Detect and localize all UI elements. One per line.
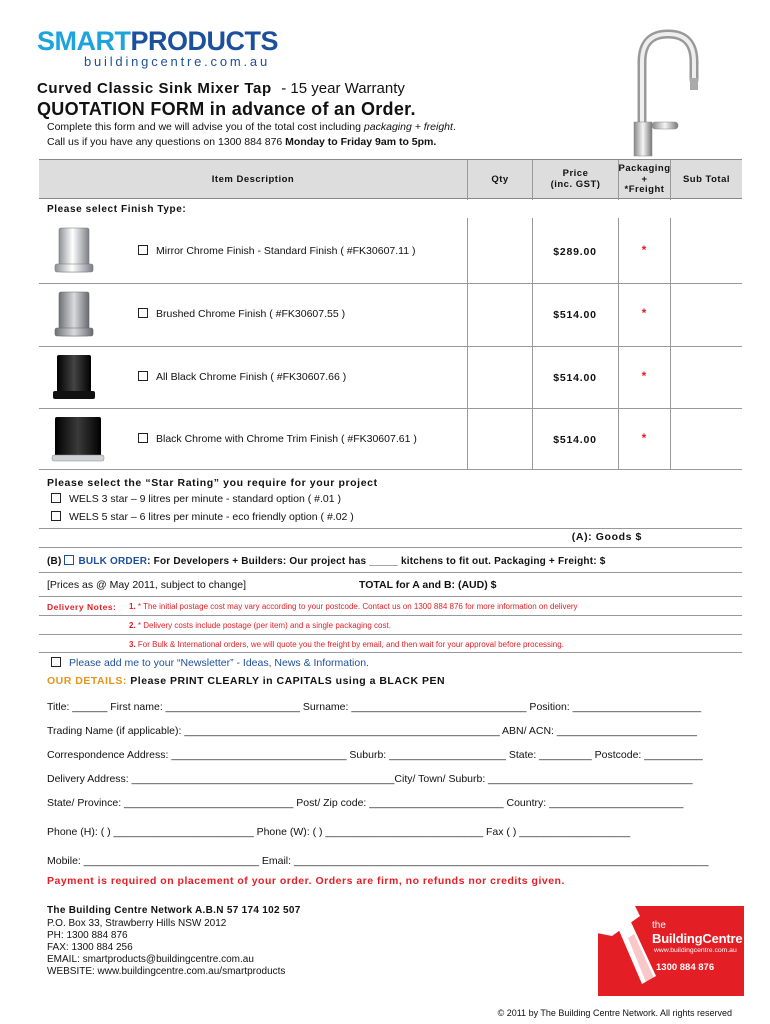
intro-line-2 xyxy=(47,136,436,148)
finish-option-mirror-chrome[interactable] xyxy=(138,245,416,257)
checkbox[interactable] xyxy=(51,657,61,667)
star-option-label: WELS 5 star – 6 litres per minute - eco friendly option ( #.02 ) xyxy=(69,511,354,523)
star-option-wels5[interactable] xyxy=(51,511,354,523)
intro-line1-c: . xyxy=(452,121,456,133)
row-divider xyxy=(39,283,742,284)
note-text: * The initial postage cost may vary according to your postcode. Contact us on 1300 884 876 for more information on delivery xyxy=(137,602,578,611)
header-price-line1: Price xyxy=(562,168,589,180)
delivery-note-2 xyxy=(129,621,391,630)
company-email[interactable]: EMAIL: smartproducts@buildingcentre.com.au xyxy=(47,954,254,965)
brand-name-part1: SMART xyxy=(37,26,131,56)
row-divider xyxy=(39,469,742,470)
goods-total-label: (A): Goods $ xyxy=(571,531,642,543)
note-number: 1. xyxy=(129,602,136,611)
header-subtotal: Sub Total xyxy=(670,160,742,200)
header-pack-line3: *Freight xyxy=(624,184,665,196)
note-text: * Delivery costs include postage (per item) and a single packaging cost. xyxy=(137,621,391,630)
intro-line2-b: Monday to Friday 9am to 5pm. xyxy=(285,136,437,148)
form-line-trading-name[interactable]: Trading Name (if applicable): ______________________________________________________ ABN/ ACN: ________________________ xyxy=(47,725,698,737)
intro-line-1 xyxy=(47,121,456,133)
intro-line2-a: Call us if you have any questions on 1300 884 876 xyxy=(47,136,286,148)
company-phone: PH: 1300 884 876 xyxy=(47,930,128,941)
form-line-mobile[interactable]: Mobile: ______________________________ Email: _______________________________________________________________________ xyxy=(47,855,709,867)
freight-marker: * xyxy=(641,306,647,320)
header-qty: Qty xyxy=(467,160,532,200)
form-line-title[interactable]: Title: ______ First name: _______________________ Surname: ______________________________ Position: ______________________ xyxy=(47,701,702,713)
freight-marker: * xyxy=(641,369,647,383)
freight-marker: * xyxy=(641,243,647,257)
divider xyxy=(39,572,742,573)
finish-option-label: Black Chrome with Chrome Trim Finish ( #FK30607.61 ) xyxy=(156,433,417,445)
finish-swatch-brushed-chrome xyxy=(49,288,99,340)
finish-option-brushed-chrome[interactable] xyxy=(138,308,345,320)
note-number: 3. xyxy=(129,640,136,649)
checkbox[interactable] xyxy=(51,493,61,503)
newsletter-option[interactable] xyxy=(51,657,369,669)
divider xyxy=(39,615,742,616)
company-name: The Building Centre Network A.B.N 57 174 102 507 xyxy=(47,905,301,916)
form-line-state[interactable]: State/ Province: _____________________________ Post/ Zip code: _______________________ Country: _______________________ xyxy=(47,797,684,809)
finish-swatch-mirror-chrome xyxy=(49,224,99,276)
header-pack-line1: Packaging xyxy=(618,162,671,174)
divider xyxy=(39,634,742,635)
price-mirror-chrome: $289.00 xyxy=(553,246,597,258)
finish-option-label: Mirror Chrome Finish - Standard Finish ( #FK30607.11 ) xyxy=(156,245,416,257)
checkbox[interactable] xyxy=(138,433,148,443)
star-option-label: WELS 3 star – 9 litres per minute - standard option ( #.01 ) xyxy=(69,493,341,505)
checkbox[interactable] xyxy=(51,511,61,521)
company-fax: FAX: 1300 884 256 xyxy=(47,942,133,953)
bc-logo-the: the xyxy=(652,920,666,931)
bulk-order-label: BULK ORDER xyxy=(78,556,148,567)
total-label: TOTAL for A and B: (AUD) $ xyxy=(359,579,497,591)
warranty-text: - 15 year Warranty xyxy=(281,80,405,97)
note-text: For Bulk & International orders, we will quote you the freight by email, and then wait for your approval before processing. xyxy=(137,640,564,649)
price-all-black: $514.00 xyxy=(553,372,597,384)
finish-swatch-black-chrome-trim xyxy=(49,413,107,465)
payment-notice: Payment is required on placement of your order. Orders are firm, no refunds nor credits given. xyxy=(47,875,565,887)
bc-logo-phone: 1300 884 876 xyxy=(656,962,715,973)
prices-note: [Prices as @ May 2011, subject to change] xyxy=(47,579,246,591)
star-rating-label: Please select the “Star Rating” you require for your project xyxy=(47,477,378,489)
checkbox[interactable] xyxy=(138,245,148,255)
building-centre-logo xyxy=(598,906,744,996)
finish-type-label: Please select Finish Type: xyxy=(47,204,187,215)
bc-logo-name: BuildingCentre xyxy=(652,931,743,946)
copyright: © 2011 by The Building Centre Network. All rights reserved xyxy=(497,1008,732,1018)
divider xyxy=(39,596,742,597)
form-line-delivery[interactable]: Delivery Address: _____________________________________________City/ Town/ Suburb: ___________________________________ xyxy=(47,773,693,785)
divider xyxy=(39,528,742,529)
brand-logo xyxy=(37,28,278,55)
form-line-correspondence[interactable]: Correspondence Address: ______________________________ Suburb: ____________________ State: _________ Postcode: __________ xyxy=(47,749,703,761)
delivery-note-3 xyxy=(129,640,564,649)
tap-product-image xyxy=(614,22,726,158)
row-divider xyxy=(39,346,742,347)
checkbox[interactable] xyxy=(138,371,148,381)
finish-option-black-chrome-trim[interactable] xyxy=(138,433,417,445)
brand-url: buildingcentre.com.au xyxy=(84,54,270,69)
bc-logo-url: www.buildingcentre.com.au xyxy=(654,947,737,954)
bulk-order-text: : For Developers + Builders: Our project has _____ kitchens to fit out. Packaging + Freight: $ xyxy=(147,556,606,567)
bulk-order-line xyxy=(47,555,606,567)
header-item-description: Item Description xyxy=(211,173,295,185)
our-details-label: OUR DETAILS: xyxy=(47,675,127,687)
bulk-prefix: (B) xyxy=(47,556,62,567)
divider xyxy=(39,547,742,548)
price-brushed-chrome: $514.00 xyxy=(553,309,597,321)
star-option-wels3[interactable] xyxy=(51,493,341,505)
header-pack-line2: + xyxy=(641,173,648,185)
finish-option-label: Brushed Chrome Finish ( #FK30607.55 ) xyxy=(156,308,346,320)
finish-option-all-black[interactable] xyxy=(138,371,346,383)
divider xyxy=(39,652,742,653)
brand-name-part2: PRODUCTS xyxy=(130,26,279,56)
intro-line1-b: packaging + freight xyxy=(363,121,453,133)
company-website[interactable]: WEBSITE: www.buildingcentre.com.au/smartproducts xyxy=(47,966,286,977)
price-black-chrome-trim: $514.00 xyxy=(553,434,597,446)
finish-swatch-all-black xyxy=(49,351,99,403)
product-name: Curved Classic Sink Mixer Tap xyxy=(37,80,272,97)
delivery-note-1 xyxy=(129,602,578,611)
form-line-phone[interactable]: Phone (H): ( ) ________________________ Phone (W): ( ) ___________________________ Fax ( ) ___________________ xyxy=(47,826,631,838)
header-packaging xyxy=(618,160,670,200)
intro-line1-a: Complete this form and we will advise you of the total cost including xyxy=(47,121,364,133)
newsletter-label: Please add me to your “Newsletter” - Ideas, News & Information. xyxy=(69,657,369,669)
row-divider xyxy=(39,408,742,409)
bulk-checkbox[interactable] xyxy=(64,555,74,565)
delivery-notes-label: Delivery Notes: xyxy=(47,602,117,612)
company-address: P.O. Box 33, Strawberry Hills NSW 2012 xyxy=(47,918,227,929)
table-header xyxy=(39,159,742,199)
freight-marker: * xyxy=(641,431,647,445)
product-heading xyxy=(37,80,405,97)
our-details-heading xyxy=(47,675,445,687)
note-number: 2. xyxy=(129,621,136,630)
our-details-text: Please PRINT CLEARLY in CAPITALS using a BLACK PEN xyxy=(126,675,446,687)
form-title: QUOTATION FORM in advance of an Order. xyxy=(37,99,416,119)
header-price xyxy=(532,160,618,200)
checkbox[interactable] xyxy=(138,308,148,318)
header-price-line2: (inc. GST) xyxy=(550,179,601,190)
column-divider-qty xyxy=(467,218,468,469)
finish-option-label: All Black Chrome Finish ( #FK30607.66 ) xyxy=(156,371,347,383)
